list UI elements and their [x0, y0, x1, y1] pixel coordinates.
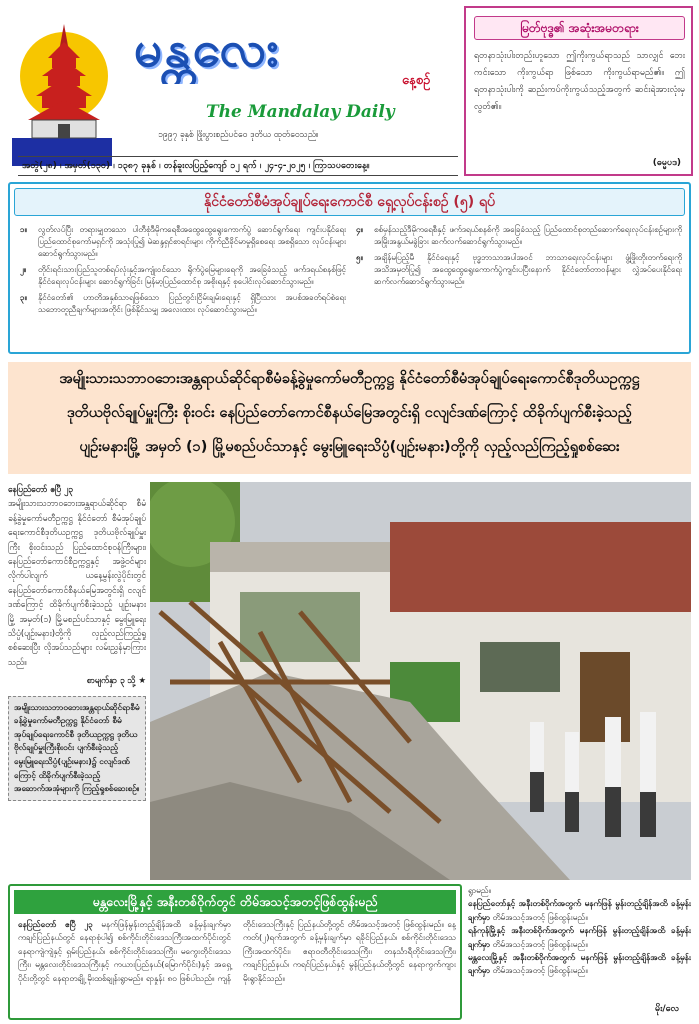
newspaper-subtitle: နေ့စဉ် [402, 73, 431, 88]
lead-headline [8, 362, 691, 474]
forecast-label: ရန်ကုန်မြို့နှင့် အနီးတစ်ဝိုက်အတွက် မနက်ဖြန် မွန်းတည့်ချိန်အထိ ခန့်မှန်းချက်မှာ [468, 925, 691, 949]
founded-line: ၁၉၉၇ ခုနှစ် ဖြိုးပွားစည်ပင်ဝေ ဒုတိယ ထုတ်ဝေသည်။ [158, 130, 319, 140]
masthead [6, 6, 458, 178]
story-dateline: နေပြည်တော် ဧပြီ ၂၃ [8, 484, 73, 494]
issue-info: အတွဲ(၂၈) ၊ အမှတ်(၁၃၀) ၊ ၁၃၈၇ ခုနှစ် ၊ တန်ခူးလပြည့်ကျော် ၁၂ ရက် ၊ ၂၄-၄-၂၀၂၅ ၊ ကြာသပတေးနေ့။ [18, 156, 458, 176]
weather-forecast-column [468, 884, 691, 1020]
quote-source: (ဓမ္မပဒ) [652, 158, 681, 168]
weather-story [8, 884, 462, 1020]
objective-item [356, 224, 682, 248]
quote-body: ရတနာသုံးပါးတည်းဟူသော ဤကိုးကွယ်ရာသည် သာလျှင် ဘေးကင်းသော ကိုးကွယ်ရာ ဖြစ်သော ကိုးကွယ်ရာမည်၏။ ဤရတနာသုံးပါးကို ဆည်းကပ်ကိုးကွယ်သည့်အတွက် ဆင်းရဲအားလုံးမှ လွတ်၏။ [474, 51, 685, 112]
objective-number: ၄။ [356, 225, 363, 234]
continued-on-page: စာမျက်နှာ ၃ သို့ ★ [86, 675, 146, 686]
objective-text: စစ်မှန်သည့်ဒီမိုကရေစီနှင့် ဖက်ဒရယ်စနစ်ကို အခြေခံသည့် ပြည်ထောင်စုတည်ဆောက်ရေးလုပ်ငန်းစဉ်များကို အမြိုးအနွယ်မခွဲခြား ဆက်လက်ဆောင်ရွက်သွားမည်။ [374, 225, 682, 246]
photo-caption: အမျိုးသားသဘာဝဘေးအန္တရာယ်ဆိုင်ရာစီမံခန့်ခွဲမှုကော်မတီဥက္ကဋ္ဌ နိုင်ငံတော် စီမံအုပ်ချုပ်ရေးကောင်စီ ဒုတိယဥက္ကဋ္ဌ ဒုတိယဗိုလ်ချုပ်မှူးကြီးစိုးဝင်း ပျက်စီးခဲ့သည့် မွေးမြူရေးသိပ္ပံ(ပျဉ်းမနား)၌ ငလျင်ဒဏ်ကြောင့် ထိခိုက်ပျက်စီးခဲ့သည့် အဆောက်အအုံများကို ကြည့်ရှုစစ်ဆေးစဉ်။ [8, 696, 146, 801]
forecast-item [468, 951, 691, 978]
objective-number: ၅။ [356, 253, 363, 262]
lead-story-column [8, 482, 146, 880]
objective-number: ၁။ [20, 225, 27, 234]
objective-number: ၃။ [20, 293, 27, 302]
newspaper-title: မန္တလေး [134, 19, 282, 78]
objective-text: နိုင်ငံတော်၏ ဟာတိအနှစ်သာရဖြစ်သော ပြည်တွင်းငြိမ်းချမ်းရေးနှင့် ရှိပြီးသား အပစ်အခတ်ရပ်စဲရေး သဘောတူညီချက်များအတိုင်း ဖြစ်နိုင်သမျှ အလေးထား လုပ်ဆောင်သွားမည်။ [38, 293, 346, 314]
forecast-text: တိမ်အသင့်အတင့် ဖြစ်ထွန်းမည်။ [492, 965, 588, 976]
objective-text: တိုင်းရင်းသားပြည်သူတစ်ရပ်လုံးနှင့်အကျုံးဝင်သော ရိုက်ပွဲမြေများရေကို အခြေခံသည့် ဖက်ဒရယ်စနစ်ဖြင့် နိုင်ငံရေးလုပ်ငန်းများ ဆောင်ရွက်ခြင်း မြန်မာ့ပြည်ထောင်စု အစိုးရနှင့် စုပေါင်းလုပ်ဆောင်သွားမည်။ [38, 265, 346, 286]
objective-item [20, 292, 346, 316]
headline-line-3: ပျဉ်းမနားမြို့ အမှတ် (၁) မြို့မစည်ပင်သာနှင့် မွေးမြူရေးသိပ္ပံ(ပျဉ်းမနား)တို့ကို လှည့်လည်ကြည့်ရှုစစ်ဆေး [79, 439, 620, 455]
objectives-title: နိုင်ငံတော်စီမံအုပ်ချုပ်ရေးကောင်စီ ရှေ့လုပ်ငန်းစဉ် (၅) ရပ် [14, 188, 685, 216]
objective-number: ၂။ [20, 265, 27, 274]
forecast-item [468, 897, 691, 924]
forecast-label: မန္တလေးမြို့နှင့် အနီးတစ်ဝိုက်အတွက် မနက်ဖြန် မွန်းတည့်ချိန်အထိ ခန့်မှန်းချက်မှာ [468, 952, 691, 976]
weather-headline: မန္တလေးမြို့နှင့် အနီးတစ်ဝိုက်တွင် တိမ်အသင့်အတင့်ဖြစ်ထွန်းမည် [14, 890, 456, 914]
story-body: အမျိုးသားသဘာဝဘေးအန္တရာယ်ဆိုင်ရာ စီမံခန့်ခွဲမှုကော်မတီဥက္ကဋ္ဌ နိုင်ငံတော် စီမံအုပ်ချုပ်ရေးကောင်စီဒုတိယဥက္ကဋ္ဌ ဒုတိယဗိုလ်ချုပ်မှူးကြီး စိုးဝင်းသည် ပြည်ထောင်စုဝန်ကြီးများ၊ နေပြည်တော်ကောင်စီဥက္ကဋ္ဌနှင့် အဖွဲ့ဝင်များ လိုက်ပါလျက် ယနေ့မွန်းလွဲပိုင်းတွင် နေပြည်တော်ကောင်စီနယ်မြေအတွင်းရှိ ငလျင်ဒဏ်ကြောင့် ထိခိုက်ပျက်စီးခဲ့သည့် ပျဉ်းမနားမြို့ အမှတ်(၁) မြို့မစည်ပင်သာနှင့် မွေးမြူရေးသိပ္ပံ(ပျဉ်းမနား)တို့ကို လှည့်လည်ကြည့်ရှုစစ်ဆေးပြီး လိုအပ်သည်များ လမ်းညွှန်မှာကြားသည်။ [8, 498, 146, 667]
forecast-text: တိမ်အသင့်အတင့် ဖြစ်ထွန်းမည်။ [492, 938, 588, 949]
objective-item [20, 264, 346, 288]
forecast-text: တိမ်အသင့်အတင့် ဖြစ်ထွန်းမည်။ [492, 911, 588, 922]
dhamma-quote-box [464, 6, 693, 176]
palace-logo [12, 16, 112, 166]
forecast-item [468, 924, 691, 951]
forecast-label: နေပြည်တော်နှင့် အနီးတစ်ဝိုက်အတွက် မနက်ဖြန် မွန်းတည့်ချိန်အထိ ခန့်မှန်းချက်မှာ [468, 898, 691, 922]
headline-line-2: ဒုတိယဗိုလ်ချုပ်မှူးကြီး စိုးဝင်း နေပြည်တော်ကောင်စီနယ်မြေအတွင်းရှိ ငလျင်ဒဏ်ကြောင့် ထိခိုက်ပျက်စီးခဲ့သည့် [67, 405, 632, 421]
news-photo [150, 482, 691, 880]
objective-text: လွတ်လပ်ပြီး တရားမျှတသော ပါတီစုံဒီမိုကရေစီအထွေထွေရွေးကောက်ပွဲ ဆောင်ရွက်ရေး ကျင်းပနိုင်ရေး ပြည်ထောင်စုကော်မရှင်ကို အသုံးပြု၍ မဲဆန္ဒရှင်စာရင်းများ ကိုက်ညီခိုင်မာမှုရှိစေရေး အစရှိသော လုပ်ငန်းများ ဆောင်ရွက်သွားမည်။ [38, 225, 346, 258]
objectives-column-right [356, 224, 682, 348]
weather-dateline: နေပြည်တော် ဧပြီ ၂၃ [18, 919, 93, 929]
objective-text: အချိန်မပြည့်မီ နိုင်ငံရေးနှင့် ဗုဒ္ဓဘာသာအပါအဝင် ဘာသာရေးလုပ်ငန်းများ ဖွံ့ဖြိုးတိုးတက်ရေးကို အသိအမှတ်ပြု၍ အထွေထွေရွေးကောက်ပွဲကျင်းပပြီးနောက် နိုင်ငံတော်တာဝန်များ လွှဲအပ်ပေးနိုင်ရေး ဆက်လက်ဆောင်ရွက်သွားမည်။ [374, 253, 682, 286]
weather-body [18, 918, 456, 1016]
forecast-intro: ရွာမည်။ [468, 885, 492, 895]
objectives-column-left [20, 224, 346, 348]
newspaper-title-english: The Mandalay Daily [206, 102, 395, 122]
objective-item [20, 224, 346, 260]
objectives-box [8, 182, 691, 354]
credit: မိုး/လေ [654, 1003, 679, 1014]
headline-line-1: အမျိုးသားသဘာဝဘေးအန္တရာယ်ဆိုင်ရာစီမံခန့်ခွဲမှုကော်မတီဥက္ကဋ္ဌ နိုင်ငံတော်စီမံအုပ်ချုပ်ရေးကောင်စီဒုတိယဥက္ကဋ္ဌ [59, 371, 640, 387]
quote-title: မြတ်ဗုဒ္ဓ၏ အဆုံးအမတရား [474, 16, 685, 40]
weather-text: မနက်ဖြန်မွန်းတည့်ချိန်အထိ ခန့်မှန်းချက်မှာ ကချင်ပြည်နယ်တွင် နေရာစုံပါ၍ စစ်ကိုင်းတိုင်းဒေသကြီးအထက်ပိုင်းတွင် နေရာကျဲကျဲနှင့် ရှမ်းပြည်နယ်၊ စစ်ကိုင်းတိုင်းဒေသကြီး၊ မကွေးတိုင်းဒေသကြီး၊ မန္တလေးတိုင်းဒေသကြီးနှင့် ကယားပြည်နယ်(မြောက်ပိုင်း)နှင့် အရှေ့ပိုင်းတို့တွင် နေရာတချို့ မိုးထစ်ချုန်းရွာမည်။ ရာနှုန်း ၈၀ ဖြစ်ပါသည်။ ကျန်တိုင်းဒေသကြီးနှင့် ပြည်နယ်တို့တွင် တိမ်အသင့်အတင့် ဖြစ်ထွန်းမည်။ နေ့ကတ်(၂)ရက်အတွက် ခန့်မှန်းချက်မှာ ရခိုင်ပြည်နယ်၊ စစ်ကိုင်းတိုင်းဒေသကြီးအထက်ပိုင်း၊ ဧရာဝတီတိုင်းဒေသကြီး၊ တနင်္သာရီတိုင်းဒေသကြီး၊ ကချင်ပြည်နယ်၊ ကရင်ပြည်နယ်နှင့် မွန်ပြည်နယ်တို့တွင် နေရာကွက်ကျား မိုးရွာနိုင်သည်။ [18, 919, 456, 983]
objective-item [356, 252, 682, 288]
